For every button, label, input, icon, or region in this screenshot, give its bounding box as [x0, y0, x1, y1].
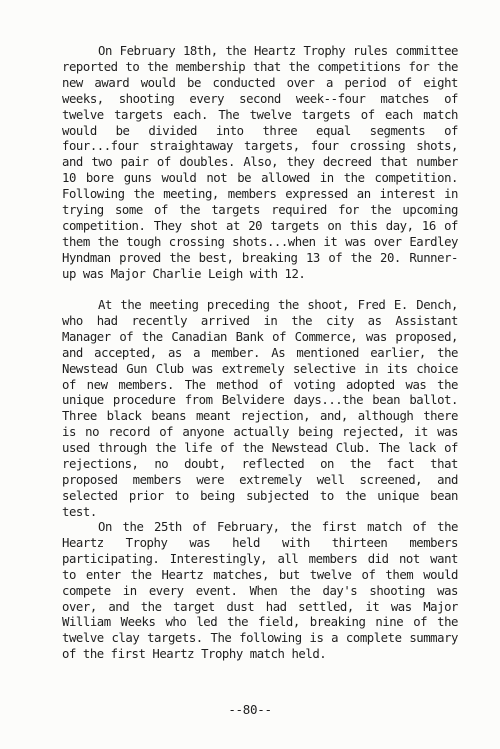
paragraph-first-match: On the 25th of February, the first match of the Heartz Trophy was held with thirteen members participating. Interestingly, all members did not want to enter the Heartz matches, but twelve of them would compete in every event. When the day's shooting was over, and the target dust had settled, it was Major William Weeks who led the field, breaking nine of the twelve clay targets. The following is a complete summary of the first Heartz Trophy match held. — [62, 520, 458, 662]
page-number: --80-- — [228, 702, 272, 717]
paragraph-heartz-rules: On February 18th, the Heartz Trophy rules committee reported to the membership that the competitions for the new award would be conducted over a period of eight weeks, shooting every second week--four matches of twelve targets each. The twelve targets of each match would be divided into three equal segments of four...four straightaway targets, four crossing shots, and two pair of doubles. Also, they decreed that number 10 bore guns would not be allowed in the competition. Following the meeting, members expressed an interest in trying some of the targets required for the upcoming competition. They shot at 20 targets on this day, 16 of them the tough crossing shots...when it was over Eardley Hyndman proved the best, breaking 13 of the 20. Runner-up was Major Charlie Leigh with 12. — [62, 44, 458, 281]
paragraph-bean-ballot: At the meeting preceding the shoot, Fred E. Dench, who had recently arrived in the city as Assistant Manager of the Canadian Bank of Commerce, was proposed, and accepted, as a member. As mentioned earlier, the Newstead Gun Club was extremely selective in its choice of new members. The method of voting adopted was the unique procedure from Belvidere days...the bean ballot. Three black beans meant rejection, and, although there is no record of anyone actually being rejected, it was used through the life of the Newstead Club. The lack of rejections, no doubt, reflected on the fact that proposed members were extremely well screened, and selected prior to being subjected to the unique bean test. — [62, 298, 458, 519]
